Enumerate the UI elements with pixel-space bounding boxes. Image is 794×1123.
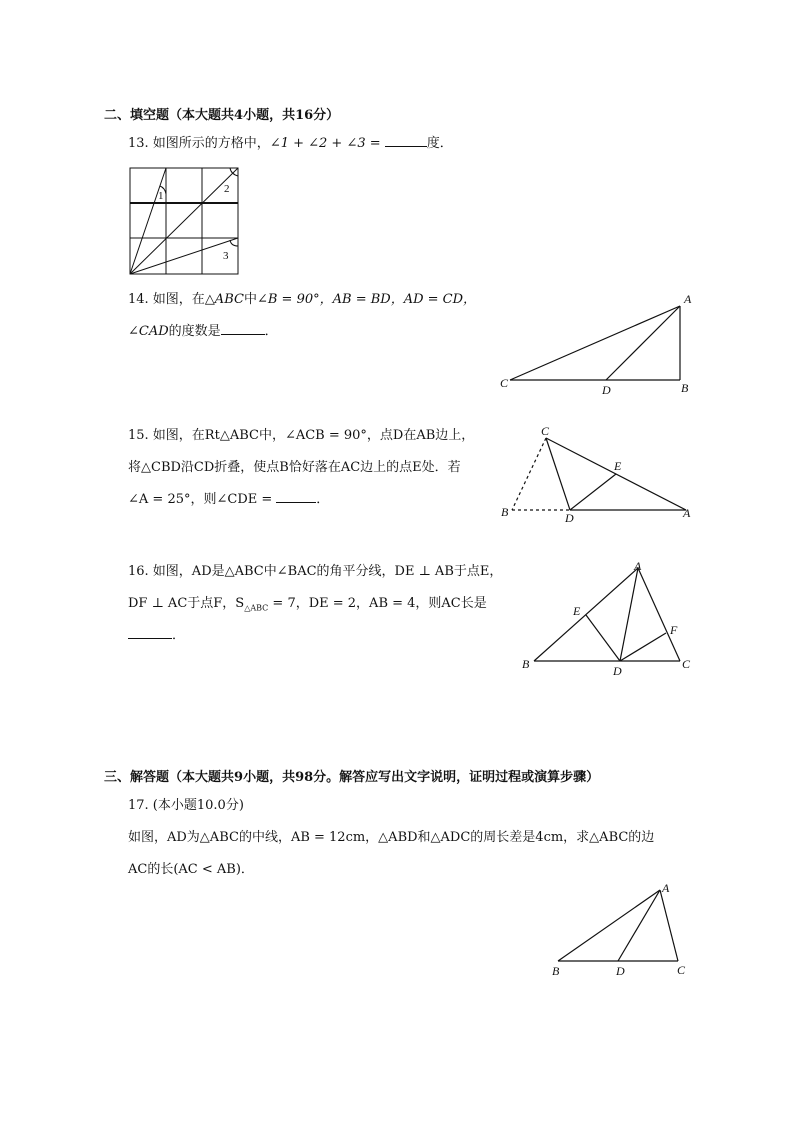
vertex-label-F: F <box>670 623 678 637</box>
figure-17-triangle <box>548 880 698 980</box>
vertex-label-C: C <box>677 963 686 977</box>
angle-label-1: 1 <box>158 190 164 202</box>
vertex-label-A: A <box>662 881 670 895</box>
vertex-label-D: D <box>602 383 611 397</box>
section-3-title: 三、解答题（本大题共9小题，共98分。解答应写出文字说明，证明过程或演算步骤） <box>104 770 600 785</box>
vertex-label-D: D <box>613 664 622 678</box>
vertex-label-C: C <box>682 657 691 671</box>
question-16-line-1: 16. 如图，AD是△ABC中∠BAC的角平分线，DE ⊥ AB于点E， <box>128 564 503 579</box>
vertex-label-B: B <box>681 381 689 395</box>
vertex-label-C: C <box>541 424 550 438</box>
question-15-line-2: 将△CBD沿CD折叠，使点B恰好落在AC边上的点E处．若 <box>128 460 461 475</box>
vertex-label-B: B <box>552 964 560 978</box>
vertex-label-A: A <box>634 559 642 573</box>
answer-blank <box>221 324 265 335</box>
section-2-title: 二、填空题（本大题共4小题，共16分） <box>104 108 340 123</box>
question-17-line-1: 如图，AD为△ABC的中线，AB = 12cm，△ABD和△ADC的周长差是4cm，求△ABC的边 <box>128 830 655 845</box>
figure-14-triangle <box>498 292 698 402</box>
question-14-line-2: ∠CAD的度数是 ． <box>128 324 278 339</box>
vertex-label-B: B <box>522 657 530 671</box>
vertex-label-D: D <box>616 964 625 978</box>
vertex-label-A: A <box>684 292 692 306</box>
figure-13-grid <box>130 168 238 276</box>
figure-15-triangle <box>498 424 698 524</box>
answer-blank <box>128 628 172 639</box>
question-15-line-3: ∠A = 25°，则∠CDE = ． <box>128 492 330 507</box>
angle-label-3: 3 <box>223 250 229 262</box>
question-17-header: 17. (本小题10.0分) <box>128 798 244 813</box>
angle-label-2: 2 <box>224 183 230 195</box>
vertex-label-E: E <box>573 604 581 618</box>
question-15-line-1: 15. 如图，在Rt△ABC中，∠ACB = 90°，点D在AB边上， <box>128 428 475 443</box>
question-16-line-3: ． <box>128 628 185 644</box>
vertex-label-D: D <box>565 511 574 525</box>
question-16-line-2: DF ⊥ AC于点F，$S_{\triangle ABC} = 7$，DE = 2，AB = 4，则AC长是 <box>128 596 487 613</box>
question-14-line-1: 14. 如图，在△ABC中∠B = 90°，AB = BD，AD = CD， <box>128 292 477 307</box>
question-17-line-2: AC的长(AC < AB)． <box>128 862 254 877</box>
figure-16-triangle <box>518 558 698 680</box>
question-13: 13. 如图所示的方格中，∠1 + ∠2 + ∠3 = 度． <box>128 136 453 151</box>
vertex-label-A: A <box>683 506 691 520</box>
vertex-label-E: E <box>614 459 622 473</box>
answer-blank <box>385 136 427 147</box>
answer-blank <box>276 492 316 503</box>
vertex-label-C: C <box>500 376 509 390</box>
vertex-label-B: B <box>501 505 509 519</box>
